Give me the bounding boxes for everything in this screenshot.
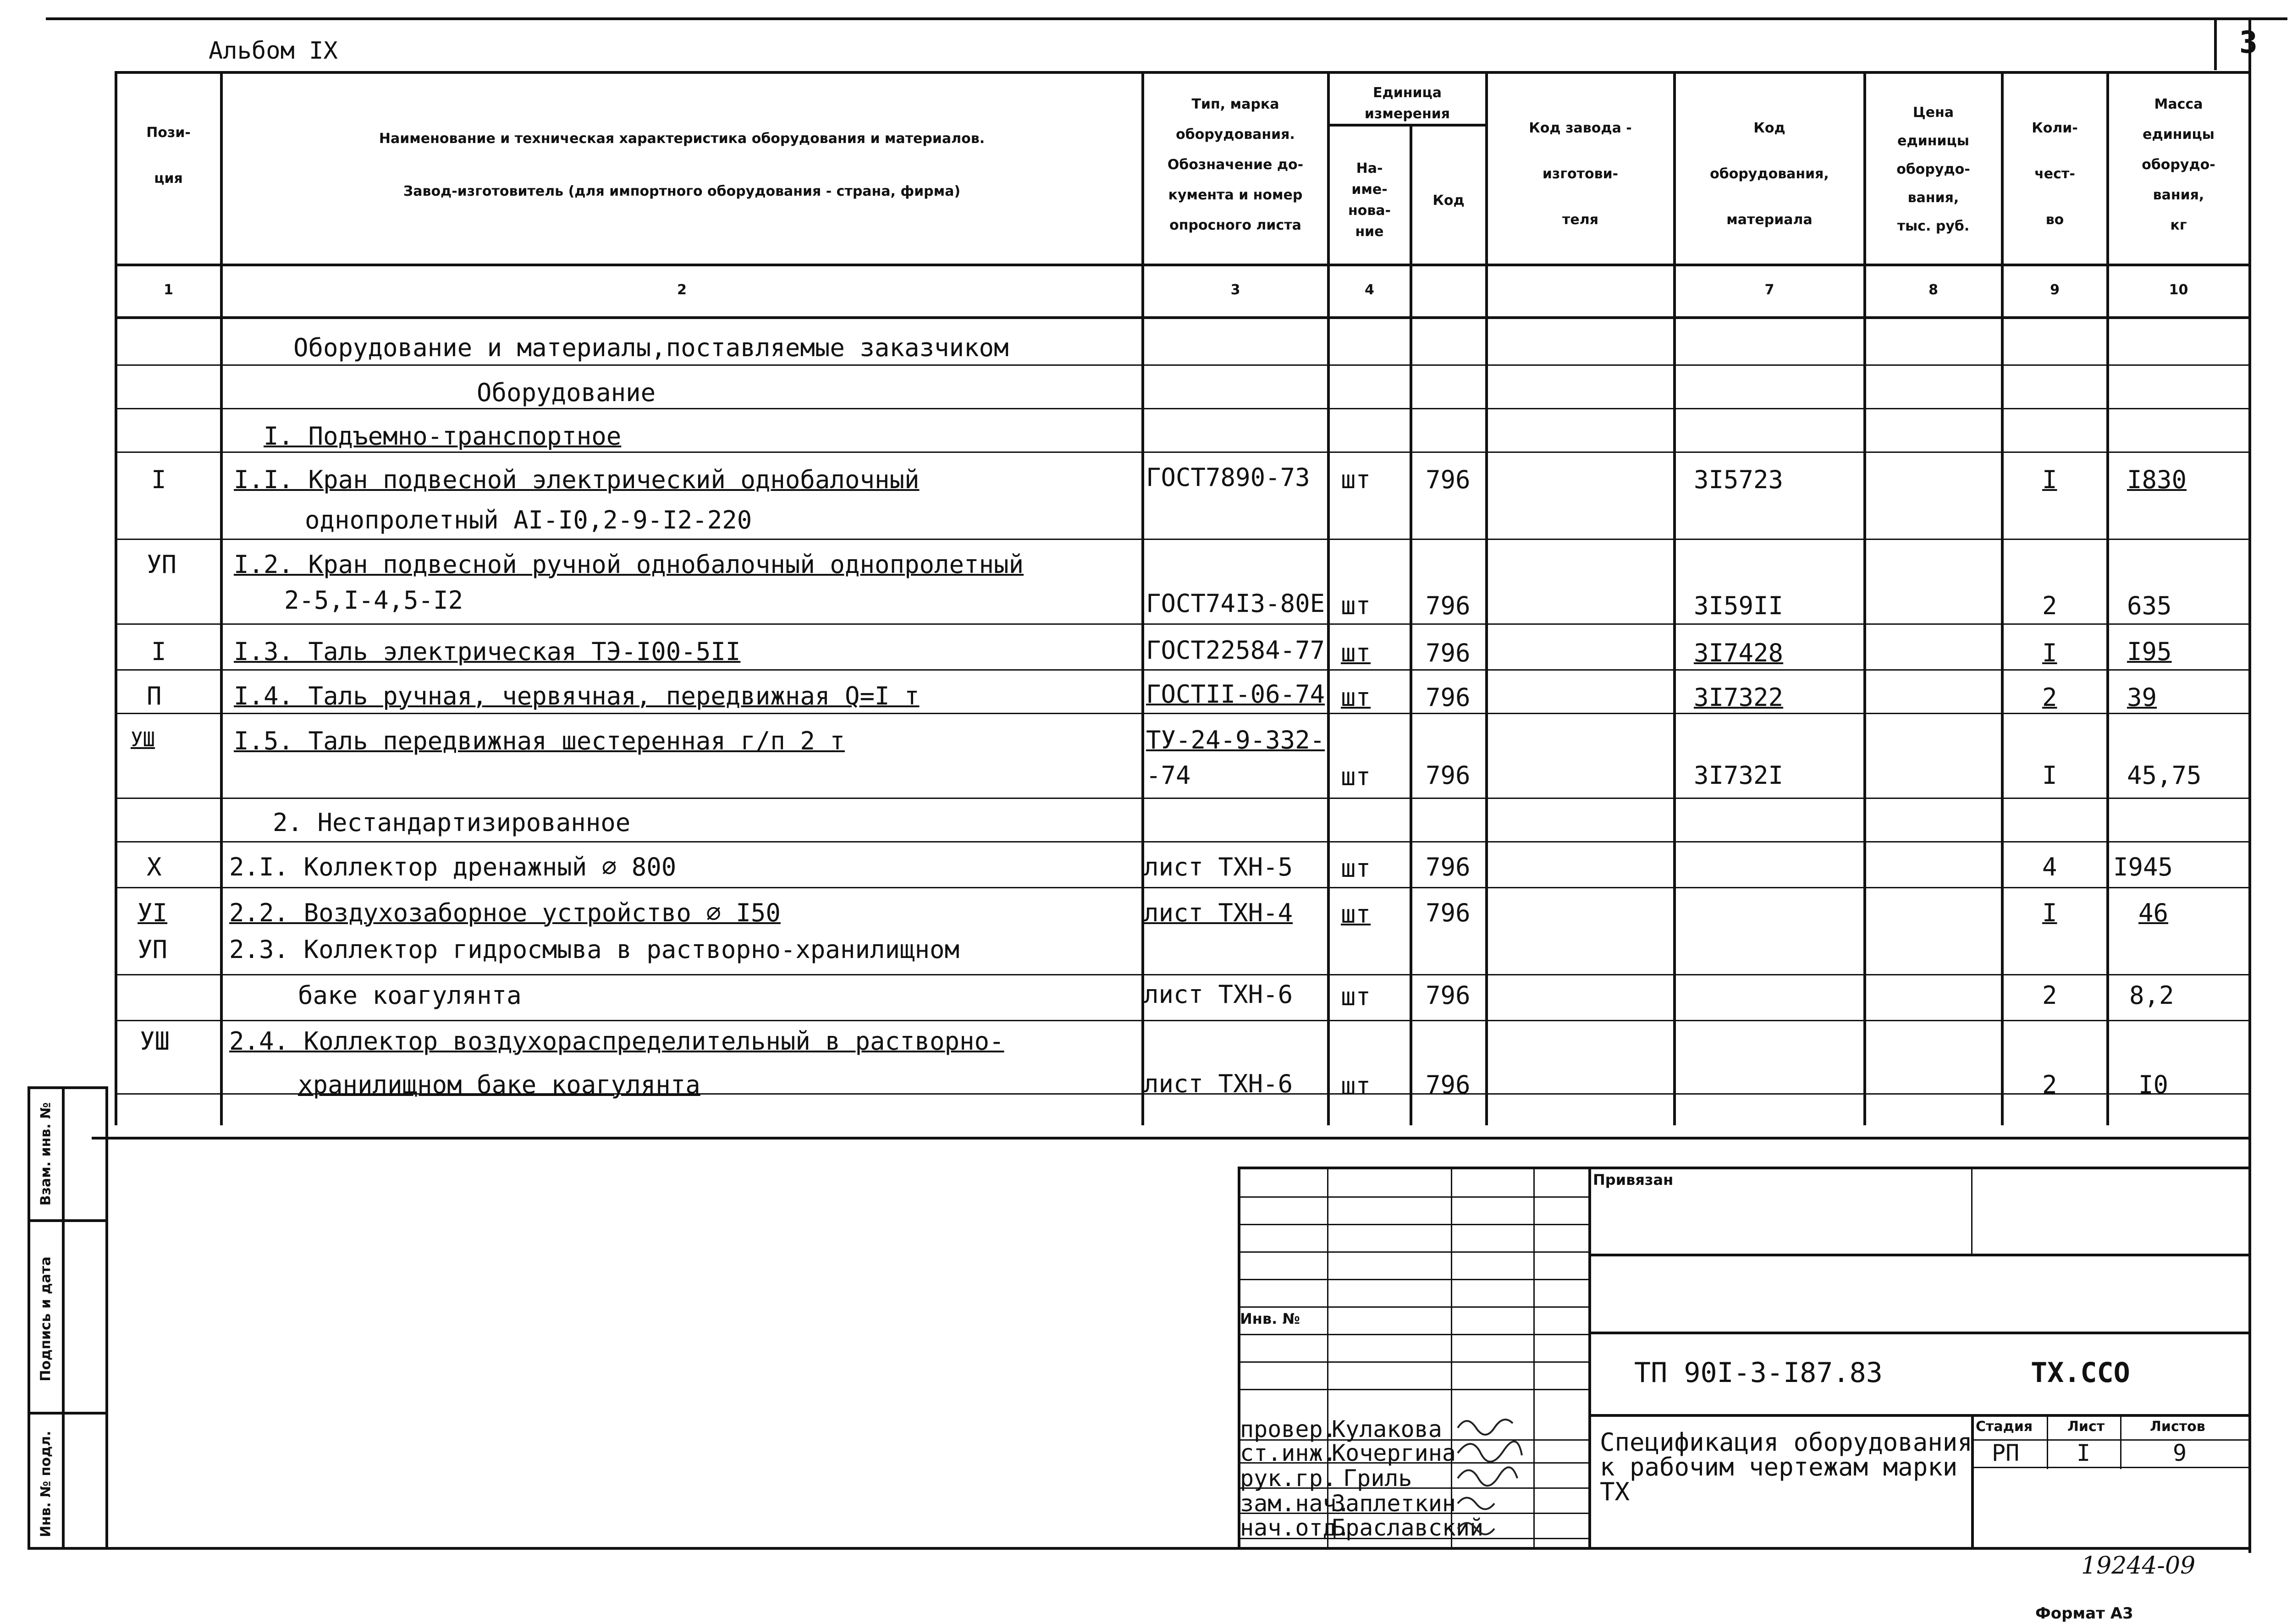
colnum: 2 <box>677 282 687 298</box>
colnum: 9 <box>2050 282 2060 298</box>
pos: УП <box>147 550 177 579</box>
handwritten-number: 19244-09 <box>2081 1552 2196 1580</box>
hdr-unit-code: Код <box>1432 193 1465 209</box>
unit: шт <box>1341 982 1371 1011</box>
signer-role: нач.отд. <box>1240 1514 1350 1541</box>
row-line <box>115 451 2251 453</box>
type: лист ТХН-5 <box>1144 853 1293 881</box>
sheet-header: Лист <box>2067 1419 2105 1435</box>
numbers-bottom <box>115 316 2251 319</box>
qty: 4 <box>2042 853 2057 881</box>
signer-role: зам.нач. <box>1240 1490 1350 1517</box>
colnum: 3 <box>1230 282 1240 298</box>
signer-name: Гриль <box>1343 1465 1412 1492</box>
mass: 8,2 <box>2129 981 2174 1010</box>
mass: 46 <box>2138 898 2169 927</box>
pos: УШ <box>131 728 155 751</box>
name: I.2. Кран подвесной ручной однобалочный однопролетный <box>234 550 1024 579</box>
sheet-corner-number: 3 <box>2239 25 2258 60</box>
qty: 2 <box>2042 1070 2057 1099</box>
name: I.5. Таль передвижная шестеренная г/п 2 т <box>234 727 845 755</box>
corner-box <box>2214 17 2217 70</box>
unit-code: 796 <box>1426 683 1471 712</box>
frame-bottom <box>28 1547 2251 1550</box>
pos: П <box>147 682 162 710</box>
name: I.I. Кран подвесной электрический однобалочный <box>234 465 920 494</box>
doc-mark: ТХ.ССО <box>2031 1357 2130 1389</box>
unit: шт <box>1341 1072 1371 1101</box>
signer-role: провер. <box>1240 1416 1337 1442</box>
sheets-value: 9 <box>2173 1440 2187 1466</box>
type-cont: -74 <box>1146 761 1191 790</box>
row-line <box>115 669 2251 671</box>
hdr-unit-name: На- име- нова- ние <box>1348 160 1391 240</box>
frame-right <box>2248 17 2251 1553</box>
unit: шт <box>1341 900 1371 929</box>
col-sep <box>220 71 223 1125</box>
unit-code: 796 <box>1426 1070 1471 1099</box>
qty: 2 <box>2042 591 2057 620</box>
hdr-price: Цена единицы оборудо- вания, тыс. руб. <box>1896 105 1970 234</box>
mass: I0 <box>2138 1070 2169 1099</box>
name-cont: баке коагулянта <box>298 981 522 1010</box>
hdr-name-1: Наименование и техническая характеристика оборудования и материалов. <box>379 131 985 147</box>
code: 3I7322 <box>1694 683 1784 712</box>
header-bottom <box>115 264 2251 266</box>
format-label: Формат А3 <box>2035 1604 2133 1623</box>
unit: шт <box>1341 683 1371 712</box>
unit: шт <box>1341 591 1371 620</box>
side-vzam: Взам. инв. № <box>38 1102 54 1206</box>
qty: I <box>2042 465 2057 494</box>
pos: I <box>151 637 166 666</box>
type: ГОСТ74I3-80Е <box>1146 589 1325 618</box>
row-line <box>115 841 2251 842</box>
type: лист ТХН-6 <box>1144 1069 1293 1098</box>
top-frame-line <box>46 17 2287 20</box>
row-line <box>115 539 2251 540</box>
colnum: 7 <box>1764 282 1774 298</box>
row-line <box>115 713 2251 714</box>
unit-code: 796 <box>1426 591 1471 620</box>
unit-code: 796 <box>1426 853 1471 881</box>
section-2: 2. Нестандартизированное <box>273 808 631 837</box>
mass: 45,75 <box>2127 761 2202 790</box>
doc-title: Спецификация оборудования к рабочим чертежам марки ТХ <box>1600 1428 1972 1506</box>
signer-role: рук.гр. <box>1240 1465 1337 1492</box>
name-cont: хранилищном баке коагулянта <box>298 1070 700 1099</box>
signer-name: Кулакова <box>1332 1416 1442 1442</box>
name-cont: однопролетный AI-I0,2-9-I2-220 <box>305 506 752 534</box>
code: 3I5723 <box>1694 465 1784 494</box>
hdr-type: Тип, марка оборудования. Обозначение до- кумента и номер опросного листа <box>1167 96 1304 233</box>
hdr-qty: Коли- чест- во <box>2032 120 2078 228</box>
mass: 635 <box>2127 591 2172 620</box>
title-equipment: Оборудование <box>477 378 656 407</box>
name: 2.2. Воздухозаборное устройство ∅ I50 <box>229 898 781 927</box>
pos: I <box>151 465 166 494</box>
name: I.4. Таль ручная, червячная, передвижная Q=I т <box>234 682 920 710</box>
unit-code: 796 <box>1426 761 1471 790</box>
pos: УI <box>138 898 168 927</box>
code: 3I59II <box>1694 591 1784 620</box>
sheet-value: I <box>2077 1440 2091 1466</box>
stage-header: Стадия <box>1976 1419 2033 1435</box>
hdr-code: Код оборудования, материала <box>1710 120 1829 228</box>
row-line <box>115 623 2251 625</box>
signer-name: Кочергина <box>1332 1440 1456 1466</box>
row-line <box>115 887 2251 888</box>
unit-code: 796 <box>1426 639 1471 667</box>
type: ГОСТ7890-73 <box>1146 463 1310 492</box>
section-1: I. Подъемно-транспортное <box>264 422 622 451</box>
name: 2.4. Коллектор воздухораспределительный в растворно- <box>229 1027 1004 1056</box>
unit-code: 796 <box>1426 898 1471 927</box>
colnum: 1 <box>164 282 173 298</box>
hdr-mass: Масса единицы оборудо- вания, кг <box>2142 96 2215 233</box>
type: ГОСТII-06-74 <box>1146 680 1325 709</box>
unit: шт <box>1341 762 1371 791</box>
table-top <box>115 71 2251 74</box>
qty: 2 <box>2042 981 2057 1010</box>
mass: I945 <box>2113 853 2173 881</box>
type: ГОСТ22584-77 <box>1146 636 1325 665</box>
signer-name: Браславский <box>1332 1514 1484 1541</box>
side-inv-podl: Инв. № подл. <box>38 1431 54 1537</box>
colnum: 4 <box>1365 282 1374 298</box>
pos: Х <box>147 853 162 881</box>
colnum: 10 <box>2169 282 2188 298</box>
mass: I830 <box>2127 465 2187 494</box>
unit: шт <box>1341 465 1371 494</box>
name: 2.3. Коллектор гидросмыва в растворно-хранилищном <box>229 935 960 964</box>
doc-code: ТП 90I-3-I87.83 <box>1634 1357 1883 1389</box>
row-line <box>115 364 2251 366</box>
code: 3I732I <box>1694 761 1784 790</box>
unit-code: 796 <box>1426 981 1471 1010</box>
colnum: 8 <box>1928 282 1938 298</box>
mass: 39 <box>2127 683 2157 712</box>
signatures <box>1453 1414 1536 1547</box>
type: лист ТХН-6 <box>1144 980 1293 1009</box>
side-podpis: Подпись и дата <box>38 1256 54 1382</box>
title-supplied: Оборудование и материалы,поставляемые заказчиком <box>293 333 1009 362</box>
row-line <box>115 974 2251 975</box>
row-line <box>115 1020 2251 1021</box>
qty: I <box>2042 898 2057 927</box>
unit: шт <box>1341 854 1371 883</box>
pos: УШ <box>140 1027 170 1056</box>
type: лист ТХН-4 <box>1144 898 1293 927</box>
pos: УП <box>138 935 168 964</box>
name-cont: 2-5,I-4,5-I2 <box>284 586 463 615</box>
mass: I95 <box>2127 637 2172 666</box>
code: 3I7428 <box>1694 639 1784 667</box>
inv-label: Инв. № <box>1240 1310 1300 1327</box>
album-label: Альбом IX <box>209 37 338 65</box>
privyazan-label: Привязан <box>1593 1171 1674 1189</box>
name: 2.I. Коллектор дренажный ∅ 800 <box>229 853 677 881</box>
name: I.3. Таль электрическая ТЭ-I00-5II <box>234 637 741 666</box>
unit: шт <box>1341 639 1371 667</box>
row-line <box>115 408 2251 409</box>
row-line <box>115 798 2251 799</box>
hdr-name-2: Завод-изготовитель (для импортного оборудования - страна, фирма) <box>403 183 961 199</box>
qty: 2 <box>2042 683 2057 712</box>
sheets-header: Листов <box>2150 1419 2205 1435</box>
table-left <box>115 71 117 1125</box>
table-bottom <box>92 1137 2251 1140</box>
stage-value: РП <box>1992 1440 2020 1466</box>
hdr-unit: Единица измерения <box>1364 85 1450 122</box>
signer-name: Заплеткин <box>1332 1490 1456 1517</box>
hdr-plant: Код завода - изготови- теля <box>1529 120 1632 228</box>
type: ТУ-24-9-332- <box>1146 726 1325 754</box>
qty: I <box>2042 639 2057 667</box>
qty: I <box>2042 761 2057 790</box>
hdr-pos: Пози- ция <box>146 125 191 187</box>
signer-role: ст.инж. <box>1240 1440 1337 1466</box>
unit-code: 796 <box>1426 465 1471 494</box>
